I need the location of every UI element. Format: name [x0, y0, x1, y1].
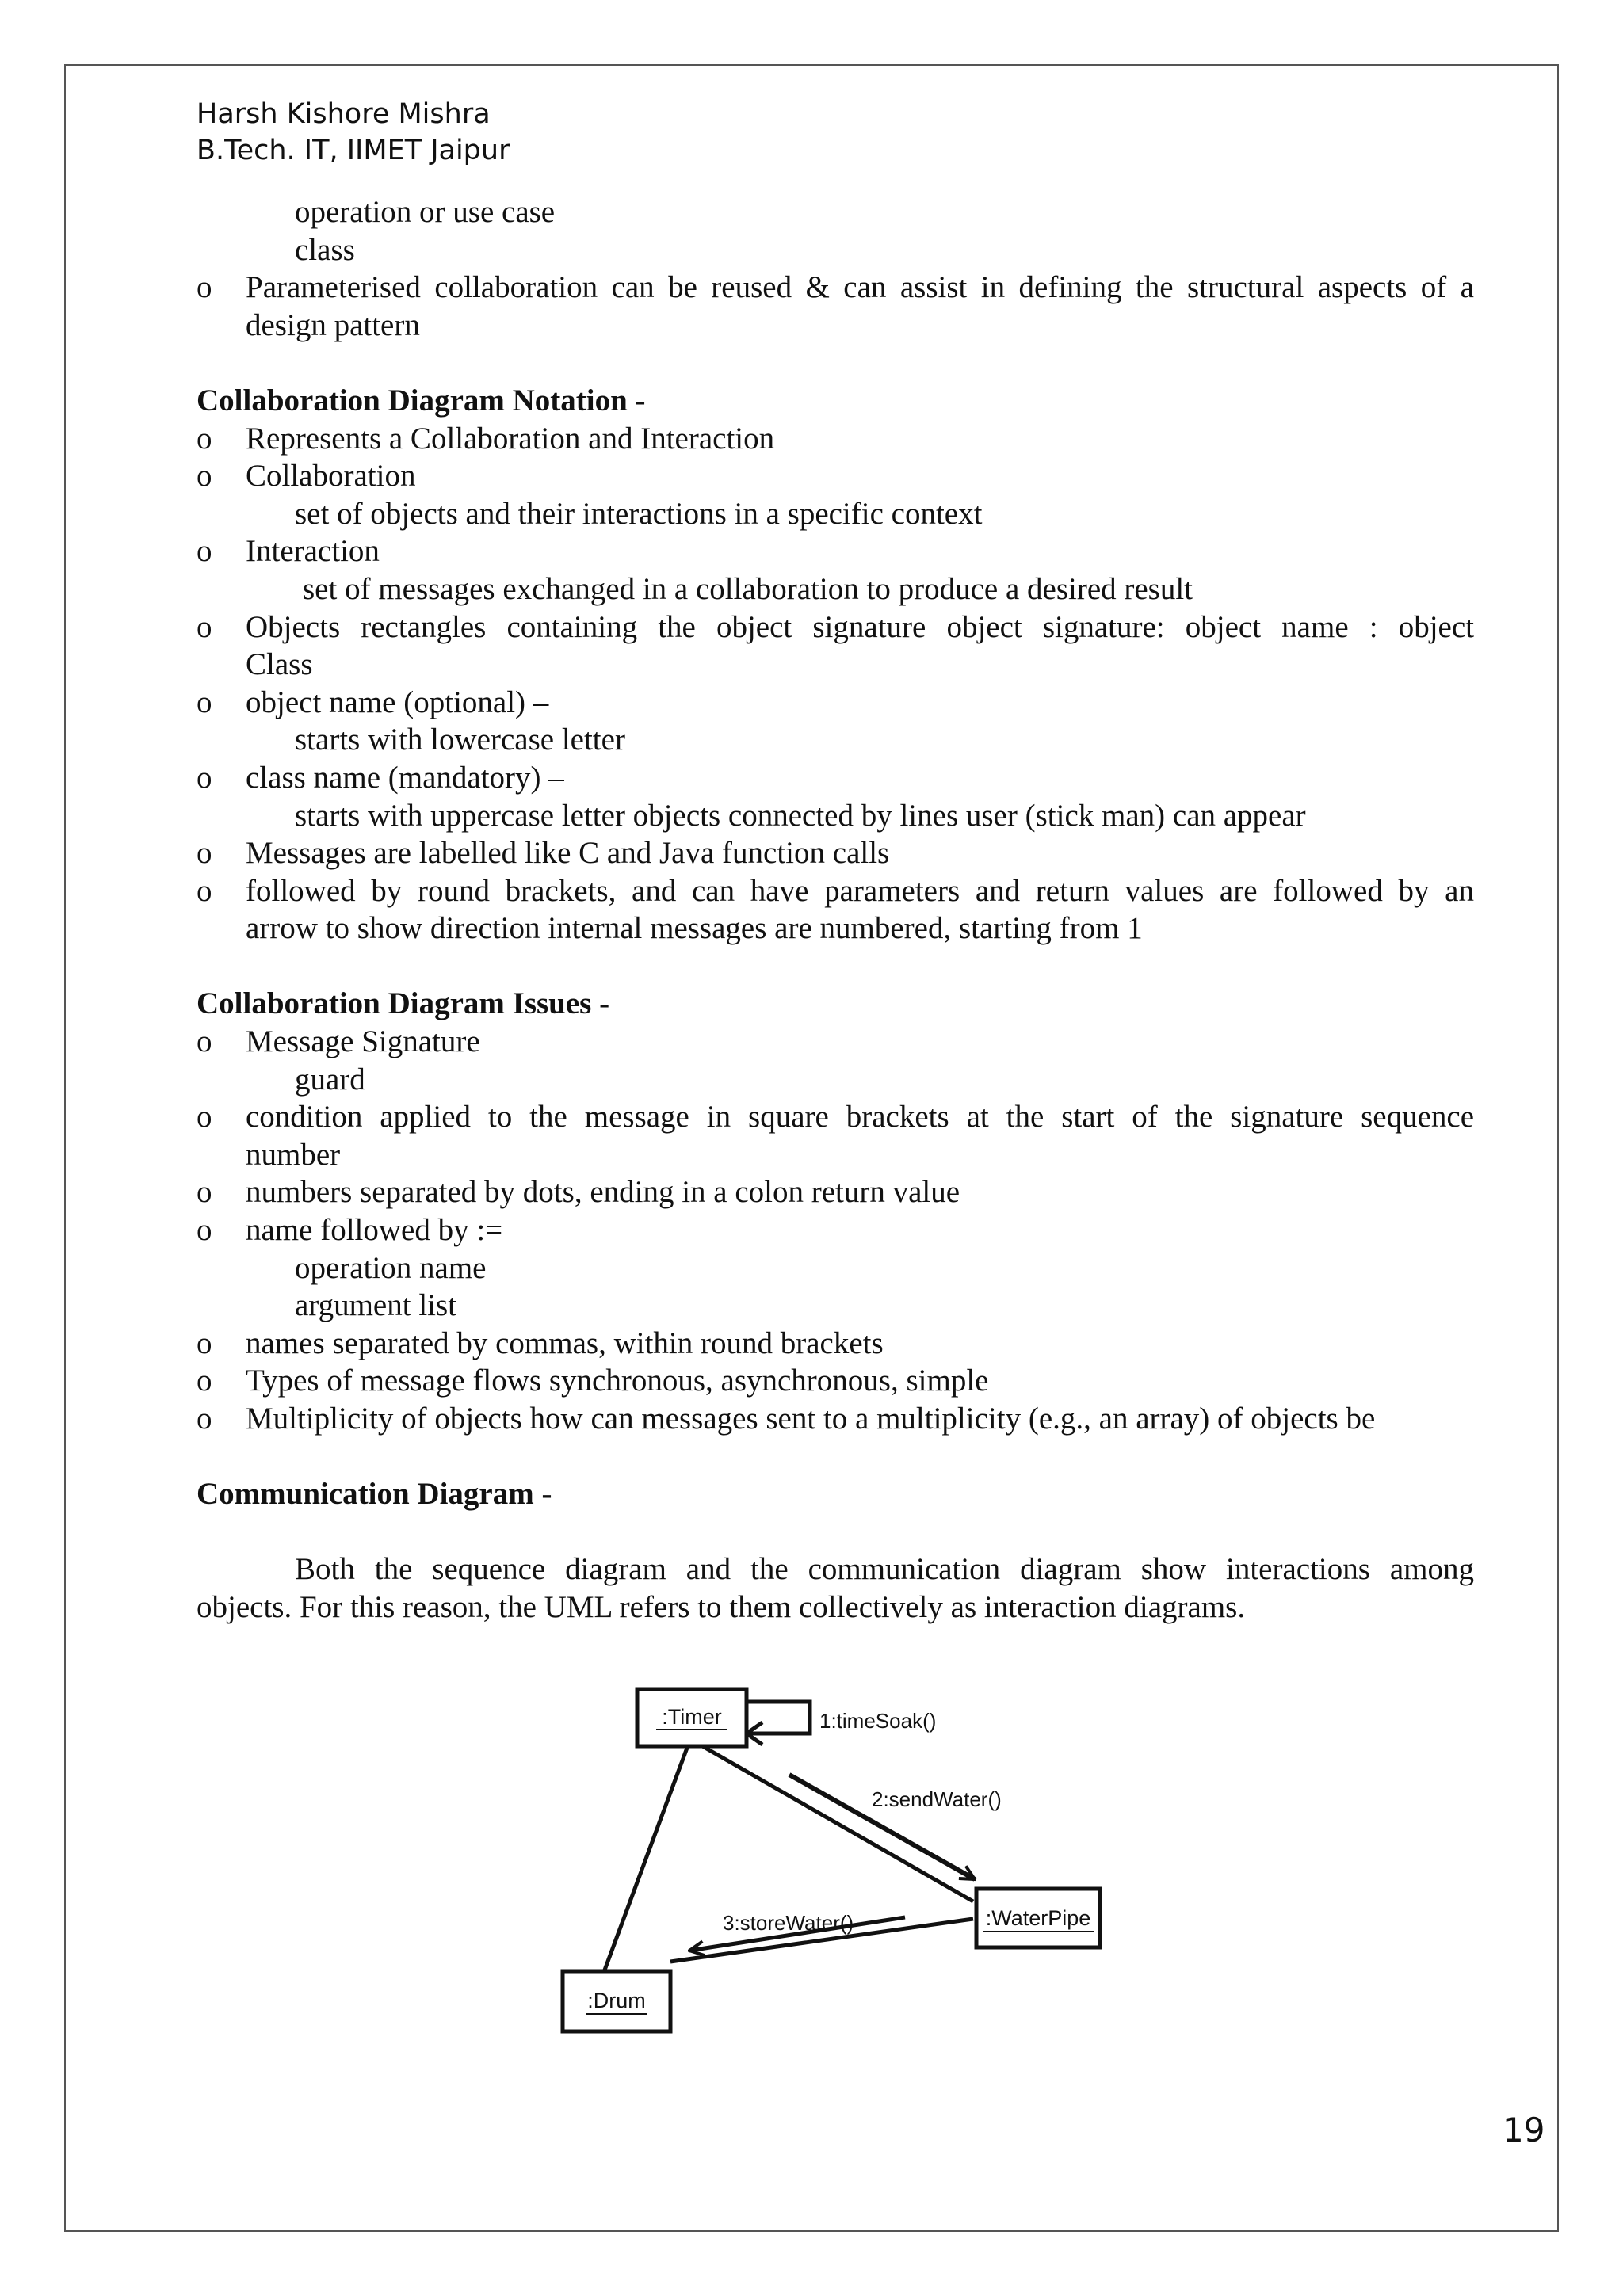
page-number: 19	[1503, 2111, 1545, 2149]
bullet-marker: o	[197, 609, 212, 644]
list-item: o condition applied to the message in square brackets at the start of the signature sequence	[197, 1098, 1474, 1136]
list-item: operation or use case	[295, 195, 556, 229]
object-waterpipe	[976, 1889, 1100, 1947]
list-item: arrow to show direction internal messages are numbered, starting from 1	[246, 911, 1143, 946]
list-item: set of messages exchanged in a collaboration to produce a desired result	[303, 571, 1193, 606]
header-affiliation: B.Tech. IT, IIMET Jaipur	[197, 135, 510, 166]
bullet-marker: o	[197, 421, 212, 456]
paragraph-line: objects. For this reason, the UML refers to them collectively as interaction diagrams.	[197, 1589, 1246, 1624]
list-item: starts with lowercase letter	[295, 723, 625, 757]
list-item: o Collaboration	[197, 457, 1474, 495]
communication-diagram	[547, 1656, 1149, 2068]
list-item: o names separated by commas, within round brackets	[197, 1325, 1474, 1363]
message-label-time-soak: 1:timeSoak()	[819, 1709, 937, 1733]
list-item: o Types of message flows synchronous, asynchronous, simple	[197, 1362, 1474, 1400]
bullet-marker: o	[197, 685, 212, 719]
section-heading-communication: Communication Diagram -	[197, 1477, 552, 1512]
list-item: argument list	[295, 1288, 457, 1323]
message-label-send-water: 2:sendWater()	[872, 1787, 1002, 1811]
list-item: o followed by round brackets, and can have parameters and return values are followed by an	[197, 872, 1474, 910]
list-item: o Represents a Collaboration and Interaction	[197, 420, 1474, 458]
list-item: o class name (mandatory) –	[197, 759, 1474, 797]
message-label-store-water: 3:storeWater()	[723, 1911, 854, 1935]
bullet-marker: o	[197, 873, 212, 908]
list-item: Class	[246, 647, 313, 682]
list-item: set of objects and their interactions in a specific context	[295, 496, 983, 531]
link-timer-drum	[598, 1741, 689, 1987]
list-item: operation name	[295, 1250, 487, 1285]
object-timer	[637, 1689, 747, 1746]
bullet-marker: o	[197, 1325, 212, 1360]
bullet-marker: o	[197, 459, 212, 494]
section-heading-issues: Collaboration Diagram Issues -	[197, 986, 610, 1021]
list-item: o object name (optional) –	[197, 684, 1474, 722]
section-heading-notation: Collaboration Diagram Notation -	[197, 383, 646, 418]
object-drum	[563, 1971, 670, 2031]
bullet-marker: o	[197, 760, 212, 795]
list-item: o Parameterised collaboration can be reused & can assist in defining the structural aspects of a	[197, 269, 1474, 307]
paragraph-line: Both the sequence diagram and the communication diagram show interactions among	[295, 1552, 1474, 1587]
object-timer-label: :Timer	[662, 1705, 722, 1729]
list-item: o name followed by :=	[197, 1211, 1474, 1249]
bullet-marker: o	[197, 1363, 212, 1398]
bullet-marker: o	[197, 1402, 212, 1436]
list-item: starts with uppercase letter objects connected by lines user (stick man) can appear	[295, 798, 1306, 833]
list-item: class	[295, 232, 355, 267]
link-timer-waterpipe	[694, 1741, 973, 1901]
document-body	[197, 193, 1474, 1627]
bullet-marker: o	[197, 534, 212, 569]
list-item: o Objects rectangles containing the object signature object signature: object name : object	[197, 608, 1474, 646]
list-item: design pattern	[246, 307, 420, 342]
list-item: o Messages are labelled like C and Java function calls	[197, 834, 1474, 872]
object-waterpipe-label: :WaterPipe	[985, 1906, 1091, 1930]
list-item: o Interaction	[197, 532, 1474, 570]
bullet-marker: o	[197, 1175, 212, 1210]
list-item: number	[246, 1137, 341, 1172]
bullet-marker: o	[197, 1024, 212, 1059]
list-item: guard	[295, 1062, 365, 1097]
bullet-marker: o	[197, 1100, 212, 1135]
list-item: o numbers separated by dots, ending in a colon return value	[197, 1173, 1474, 1211]
list-item: o Message Signature	[197, 1023, 1474, 1061]
bullet-marker: o	[197, 1213, 212, 1248]
header-author: Harsh Kishore Mishra	[197, 98, 491, 130]
object-drum-label: :Drum	[587, 1989, 646, 2012]
bullet-marker: o	[197, 270, 212, 305]
bullet-marker: o	[197, 836, 212, 871]
list-item: o Multiplicity of objects how can messages sent to a multiplicity (e.g., an array) of objects be	[197, 1400, 1474, 1438]
